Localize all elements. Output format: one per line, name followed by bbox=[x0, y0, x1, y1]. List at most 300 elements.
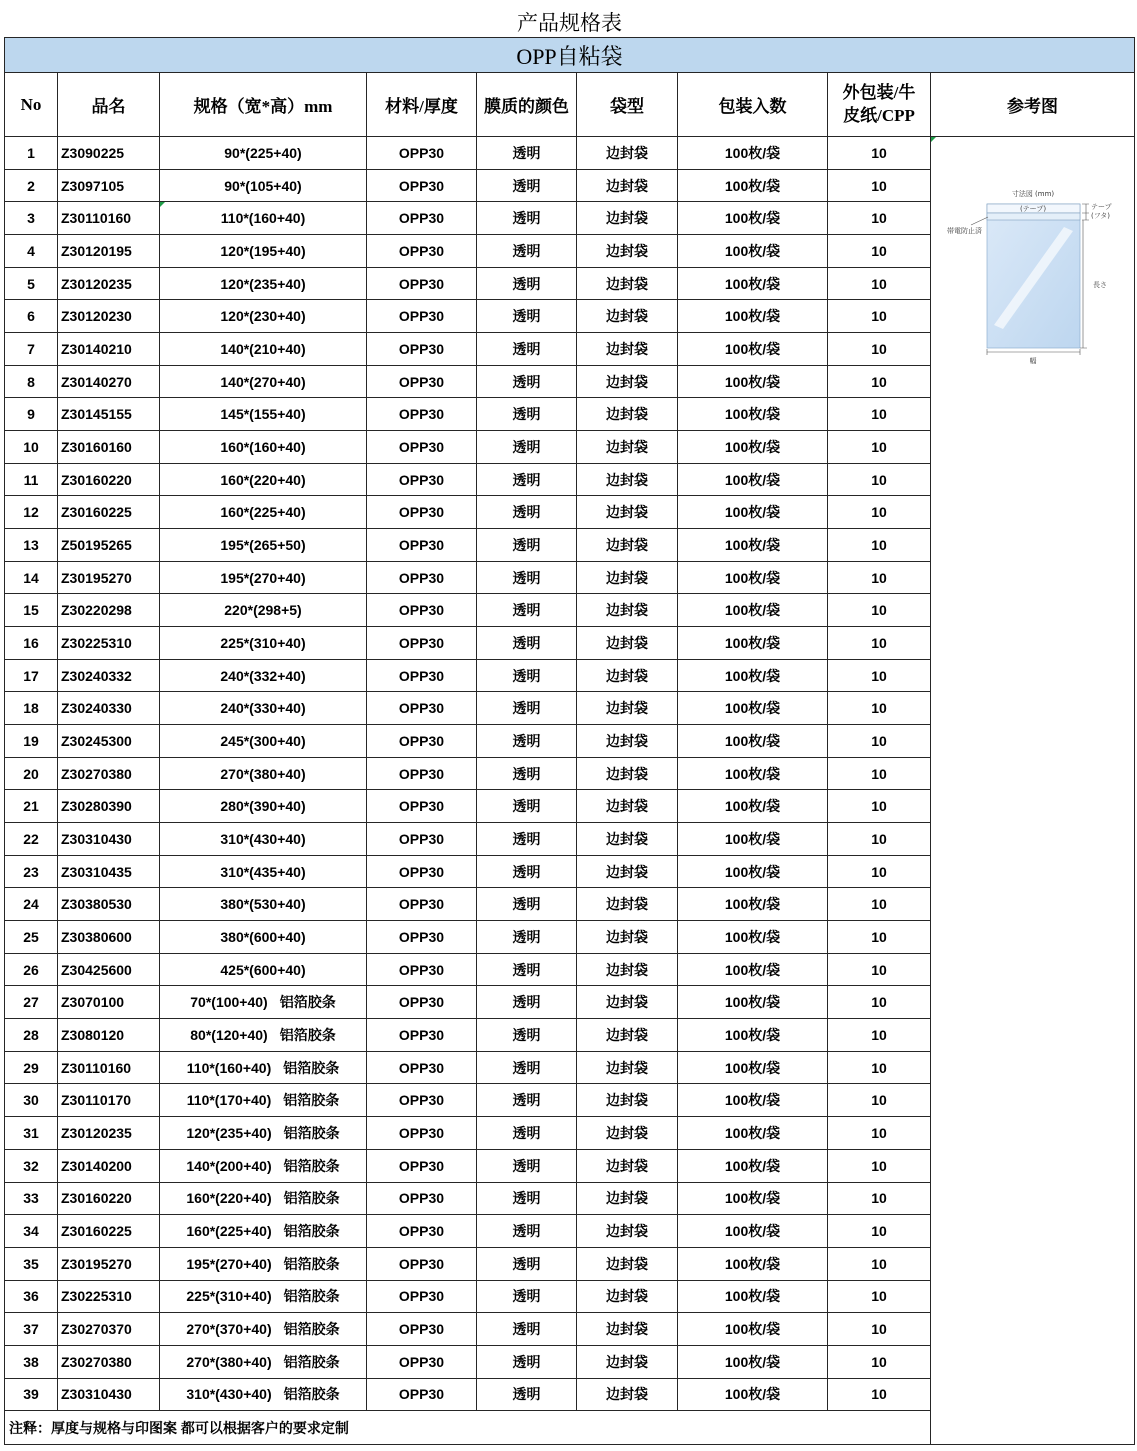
pack-quantity-cell bbox=[678, 986, 828, 1019]
bag-type: 边封袋 bbox=[606, 242, 648, 259]
film-color: 透明 bbox=[512, 732, 541, 749]
material-thickness: OPP30 bbox=[398, 765, 445, 782]
film-color: 透明 bbox=[512, 798, 541, 815]
row-number: 28 bbox=[23, 1026, 39, 1043]
size-spec-cell bbox=[160, 1346, 367, 1379]
material-thickness: OPP30 bbox=[398, 1190, 445, 1207]
film-color-cell bbox=[477, 170, 577, 203]
row-number-cell bbox=[5, 529, 58, 562]
film-color-cell bbox=[477, 1084, 577, 1117]
product-code-cell bbox=[58, 1248, 160, 1281]
product-code: Z3090225 bbox=[61, 144, 125, 161]
seal-tape-type: 铝箔胶条 bbox=[283, 1059, 340, 1076]
bag-type: 边封袋 bbox=[606, 700, 648, 717]
outer-pack-quantity: 10 bbox=[871, 177, 887, 194]
material-thickness: OPP30 bbox=[398, 863, 445, 880]
material-thickness-cell bbox=[367, 1248, 477, 1281]
header-label: 参考图 bbox=[1007, 97, 1058, 116]
row-number: 23 bbox=[23, 863, 39, 880]
product-code: Z30240330 bbox=[61, 700, 132, 717]
size-spec-cell bbox=[160, 627, 367, 660]
film-color-cell bbox=[477, 268, 577, 301]
product-code-cell bbox=[58, 790, 160, 823]
outer-pack-quantity: 10 bbox=[871, 438, 887, 455]
bag-type-cell bbox=[577, 888, 678, 921]
material-thickness: OPP30 bbox=[398, 1288, 445, 1305]
bag-type-cell bbox=[577, 1346, 678, 1379]
product-code: Z30240332 bbox=[61, 667, 132, 684]
product-code-cell bbox=[58, 1019, 160, 1052]
film-color: 透明 bbox=[512, 961, 541, 978]
size-spec: 280*(390+40) bbox=[220, 798, 306, 815]
material-thickness: OPP30 bbox=[398, 1026, 445, 1043]
material-thickness: OPP30 bbox=[398, 798, 445, 815]
size-spec-cell bbox=[160, 202, 367, 235]
row-number-cell bbox=[5, 1117, 58, 1150]
size-spec-cell bbox=[160, 856, 367, 889]
bag-type: 边封袋 bbox=[606, 798, 648, 815]
size-spec-cell bbox=[160, 1084, 367, 1117]
film-color: 透明 bbox=[512, 504, 541, 521]
product-code-cell bbox=[58, 1117, 160, 1150]
outer-pack-quantity-cell bbox=[828, 431, 931, 464]
bag-type-cell bbox=[577, 1281, 678, 1314]
size-spec-cell bbox=[160, 300, 367, 333]
film-color-cell bbox=[477, 1379, 577, 1412]
outer-pack-quantity: 10 bbox=[871, 961, 887, 978]
pack-quantity-cell bbox=[678, 660, 828, 693]
material-thickness-cell bbox=[367, 790, 477, 823]
row-number: 31 bbox=[23, 1124, 39, 1141]
header-label: 材料/厚度 bbox=[385, 97, 458, 116]
row-number: 37 bbox=[23, 1321, 39, 1338]
row-number: 20 bbox=[23, 765, 39, 782]
bag-type: 边封袋 bbox=[606, 504, 648, 521]
material-thickness-cell bbox=[367, 529, 477, 562]
material-thickness-cell bbox=[367, 856, 477, 889]
seal-tape-type: 铝箔胶条 bbox=[283, 1157, 340, 1174]
size-spec: 195*(265+50) bbox=[220, 536, 306, 553]
material-thickness-cell bbox=[367, 496, 477, 529]
pack-quantity-cell bbox=[678, 725, 828, 758]
row-number-cell bbox=[5, 790, 58, 823]
pack-quantity: 100枚/袋 bbox=[724, 765, 781, 782]
pack-quantity-cell bbox=[678, 268, 828, 301]
material-thickness-cell bbox=[367, 660, 477, 693]
outer-pack-quantity-cell bbox=[828, 1281, 931, 1314]
product-code: Z30110170 bbox=[61, 1092, 132, 1109]
film-color: 透明 bbox=[512, 438, 541, 455]
film-color-cell bbox=[477, 758, 577, 791]
outer-pack-quantity-cell bbox=[828, 986, 931, 1019]
bag-type-cell bbox=[577, 627, 678, 660]
film-color-cell bbox=[477, 1281, 577, 1314]
pack-quantity-cell bbox=[678, 366, 828, 399]
film-color: 透明 bbox=[512, 536, 541, 553]
pack-quantity: 100枚/袋 bbox=[724, 406, 781, 423]
outer-pack-quantity-cell bbox=[828, 529, 931, 562]
row-number-cell bbox=[5, 431, 58, 464]
product-code: Z3070100 bbox=[61, 994, 125, 1011]
film-color-cell bbox=[477, 627, 577, 660]
row-number: 39 bbox=[23, 1386, 39, 1403]
product-code: Z30110160 bbox=[61, 210, 132, 227]
outer-pack-quantity-cell bbox=[828, 170, 931, 203]
row-number: 30 bbox=[23, 1092, 39, 1109]
size-spec-cell bbox=[160, 888, 367, 921]
bag-type-cell bbox=[577, 431, 678, 464]
product-code: Z30310430 bbox=[61, 1386, 132, 1403]
bag-type: 边封袋 bbox=[606, 1059, 648, 1076]
header-label: 袋型 bbox=[610, 97, 644, 116]
film-color: 透明 bbox=[512, 1386, 541, 1403]
outer-pack-quantity: 10 bbox=[871, 1386, 887, 1403]
row-number: 12 bbox=[23, 504, 39, 521]
material-thickness: OPP30 bbox=[398, 830, 445, 847]
row-number: 4 bbox=[27, 242, 35, 259]
pack-quantity-cell bbox=[678, 1215, 828, 1248]
bag-type: 边封袋 bbox=[606, 928, 648, 945]
material-thickness-cell bbox=[367, 1281, 477, 1314]
size-spec: 160*(225+40) bbox=[186, 1223, 272, 1239]
material-thickness-cell bbox=[367, 366, 477, 399]
film-color-cell bbox=[477, 594, 577, 627]
outer-pack-quantity: 10 bbox=[871, 536, 887, 553]
outer-pack-quantity: 10 bbox=[871, 765, 887, 782]
bag-type-cell bbox=[577, 1052, 678, 1085]
film-color: 透明 bbox=[512, 700, 541, 717]
film-color-cell bbox=[477, 921, 577, 954]
material-thickness: OPP30 bbox=[398, 1223, 445, 1239]
length-dimension-line bbox=[1080, 220, 1087, 348]
bag-type-cell bbox=[577, 137, 678, 170]
film-color-cell bbox=[477, 529, 577, 562]
material-thickness: OPP30 bbox=[398, 406, 445, 423]
material-thickness: OPP30 bbox=[398, 1124, 445, 1141]
header-label: 规格（宽*高）mm bbox=[193, 97, 333, 116]
bag-type: 边封袋 bbox=[606, 994, 648, 1011]
seal-tape-type: 铝箔胶条 bbox=[283, 1353, 340, 1370]
pack-quantity: 100枚/袋 bbox=[724, 177, 781, 194]
product-code-cell bbox=[58, 1346, 160, 1379]
film-color-cell bbox=[477, 235, 577, 268]
pack-quantity: 100枚/袋 bbox=[724, 1321, 781, 1338]
row-number-cell bbox=[5, 660, 58, 693]
product-code-cell bbox=[58, 1215, 160, 1248]
bag-type: 边封袋 bbox=[606, 961, 648, 978]
pack-quantity-cell bbox=[678, 921, 828, 954]
size-spec-cell bbox=[160, 529, 367, 562]
film-color-cell bbox=[477, 496, 577, 529]
cell-indicator-icon bbox=[931, 137, 936, 142]
row-number-cell bbox=[5, 692, 58, 725]
material-thickness-cell bbox=[367, 1052, 477, 1085]
pack-quantity-cell bbox=[678, 1346, 828, 1379]
outer-pack-quantity-cell bbox=[828, 496, 931, 529]
row-number-cell bbox=[5, 1379, 58, 1412]
outer-pack-quantity: 10 bbox=[871, 373, 887, 390]
size-spec: 380*(530+40) bbox=[220, 896, 306, 913]
product-code-cell bbox=[58, 529, 160, 562]
size-spec: 160*(225+40) bbox=[220, 504, 306, 521]
material-thickness: OPP30 bbox=[398, 994, 445, 1011]
size-spec: 310*(435+40) bbox=[220, 863, 306, 880]
width-dimension-line bbox=[987, 349, 1080, 355]
size-spec-cell bbox=[160, 954, 367, 987]
row-number: 10 bbox=[23, 438, 39, 455]
pack-quantity: 100枚/袋 bbox=[724, 863, 781, 880]
row-number: 1 bbox=[27, 144, 35, 161]
film-color: 透明 bbox=[512, 1124, 541, 1141]
product-code-cell bbox=[58, 1150, 160, 1183]
pack-quantity-cell bbox=[678, 170, 828, 203]
bag-type: 边封袋 bbox=[606, 1157, 648, 1174]
row-number-cell bbox=[5, 954, 58, 987]
size-spec-cell bbox=[160, 986, 367, 1019]
material-thickness-cell bbox=[367, 1117, 477, 1150]
film-color: 透明 bbox=[512, 1255, 541, 1272]
outer-pack-quantity-cell bbox=[828, 366, 931, 399]
size-spec: 160*(220+40) bbox=[186, 1190, 272, 1207]
outer-pack-quantity: 10 bbox=[871, 634, 887, 651]
material-thickness: OPP30 bbox=[398, 340, 445, 357]
outer-pack-quantity-cell bbox=[828, 1183, 931, 1216]
pack-quantity: 100枚/袋 bbox=[724, 1288, 781, 1305]
bag-type-cell bbox=[577, 1183, 678, 1216]
film-color-cell bbox=[477, 398, 577, 431]
material-thickness-cell bbox=[367, 594, 477, 627]
size-spec: 160*(220+40) bbox=[220, 471, 306, 488]
row-number-cell bbox=[5, 366, 58, 399]
size-spec-cell bbox=[160, 594, 367, 627]
size-spec-cell bbox=[160, 758, 367, 791]
column-header-name bbox=[58, 73, 160, 137]
bag-type-cell bbox=[577, 496, 678, 529]
outer-pack-quantity-cell bbox=[828, 398, 931, 431]
material-thickness-cell bbox=[367, 464, 477, 497]
product-code-cell bbox=[58, 823, 160, 856]
outer-pack-quantity-cell bbox=[828, 1150, 931, 1183]
material-thickness: OPP30 bbox=[398, 373, 445, 390]
product-code: Z30120195 bbox=[61, 242, 132, 259]
size-spec-cell bbox=[160, 790, 367, 823]
row-number: 13 bbox=[23, 536, 39, 553]
product-code-cell bbox=[58, 333, 160, 366]
pack-quantity: 100枚/袋 bbox=[724, 1255, 781, 1272]
pack-quantity-cell bbox=[678, 1150, 828, 1183]
product-code-cell bbox=[58, 856, 160, 889]
outer-pack-quantity: 10 bbox=[871, 471, 887, 488]
pack-quantity-cell bbox=[678, 1248, 828, 1281]
pack-quantity-cell bbox=[678, 398, 828, 431]
bag-type-cell bbox=[577, 562, 678, 595]
pack-quantity: 100枚/袋 bbox=[724, 210, 781, 227]
footnote-row bbox=[5, 1411, 931, 1445]
size-spec: 140*(270+40) bbox=[220, 373, 306, 390]
film-color-cell bbox=[477, 1019, 577, 1052]
outer-pack-quantity: 10 bbox=[871, 1288, 887, 1305]
seal-tape-type: 铝箔胶条 bbox=[283, 1092, 340, 1109]
size-spec-cell bbox=[160, 235, 367, 268]
size-spec: 240*(332+40) bbox=[220, 667, 306, 684]
product-code: Z30310430 bbox=[61, 830, 132, 847]
row-number-cell bbox=[5, 725, 58, 758]
size-spec-cell bbox=[160, 464, 367, 497]
size-spec: 310*(430+40) bbox=[186, 1386, 272, 1403]
column-header-reference bbox=[931, 73, 1135, 137]
bag-type-cell bbox=[577, 333, 678, 366]
size-spec: 90*(105+40) bbox=[224, 177, 302, 194]
column-header-material bbox=[367, 73, 477, 137]
bag-type-cell bbox=[577, 464, 678, 497]
pack-quantity: 100枚/袋 bbox=[724, 667, 781, 684]
material-thickness-cell bbox=[367, 823, 477, 856]
tape-label: テープ bbox=[1091, 203, 1112, 211]
row-number: 11 bbox=[23, 471, 39, 488]
outer-pack-quantity: 10 bbox=[871, 1255, 887, 1272]
bag-type: 边封袋 bbox=[606, 340, 648, 357]
size-spec: 270*(380+40) bbox=[220, 765, 306, 782]
column-header-no bbox=[5, 73, 58, 137]
row-number: 32 bbox=[23, 1157, 39, 1174]
pack-quantity-cell bbox=[678, 1019, 828, 1052]
reference-image-cell bbox=[931, 137, 1135, 1445]
bag-type: 边封袋 bbox=[606, 210, 648, 227]
outer-pack-quantity-cell bbox=[828, 1248, 931, 1281]
product-code-cell bbox=[58, 496, 160, 529]
film-color: 透明 bbox=[512, 340, 541, 357]
row-number-cell bbox=[5, 856, 58, 889]
row-number-cell bbox=[5, 1183, 58, 1216]
material-thickness-cell bbox=[367, 1019, 477, 1052]
material-thickness: OPP30 bbox=[398, 1255, 445, 1272]
pack-quantity: 100枚/袋 bbox=[724, 144, 781, 161]
page-title: 产品规格表 bbox=[517, 11, 622, 35]
bag-type: 边封袋 bbox=[606, 1092, 648, 1109]
row-number: 15 bbox=[23, 602, 39, 619]
product-code-cell bbox=[58, 660, 160, 693]
outer-pack-quantity-cell bbox=[828, 562, 931, 595]
film-color: 透明 bbox=[512, 1321, 541, 1338]
tape-band-label: (テープ) bbox=[1019, 205, 1047, 213]
size-spec-cell bbox=[160, 398, 367, 431]
size-spec-cell bbox=[160, 268, 367, 301]
size-spec: 245*(300+40) bbox=[220, 732, 306, 749]
size-spec-cell bbox=[160, 170, 367, 203]
product-code-cell bbox=[58, 398, 160, 431]
pack-quantity-cell bbox=[678, 888, 828, 921]
product-code-cell bbox=[58, 464, 160, 497]
material-thickness: OPP30 bbox=[398, 634, 445, 651]
row-number-cell bbox=[5, 627, 58, 660]
flap-label: (フタ) bbox=[1091, 212, 1110, 220]
size-spec: 160*(160+40) bbox=[220, 438, 306, 455]
product-code-cell bbox=[58, 268, 160, 301]
film-color-cell bbox=[477, 986, 577, 1019]
product-code-cell bbox=[58, 300, 160, 333]
material-thickness-cell bbox=[367, 692, 477, 725]
outer-pack-quantity-cell bbox=[828, 235, 931, 268]
size-spec: 80*(120+40) bbox=[190, 1026, 268, 1043]
outer-pack-quantity: 10 bbox=[871, 275, 887, 292]
material-thickness: OPP30 bbox=[398, 569, 445, 586]
outer-pack-quantity: 10 bbox=[871, 700, 887, 717]
size-spec: 120*(195+40) bbox=[220, 242, 306, 259]
outer-pack-quantity-cell bbox=[828, 790, 931, 823]
film-color: 透明 bbox=[512, 928, 541, 945]
material-thickness: OPP30 bbox=[398, 896, 445, 913]
bag-type-cell bbox=[577, 594, 678, 627]
film-color: 透明 bbox=[512, 308, 541, 325]
size-spec: 425*(600+40) bbox=[220, 961, 306, 978]
table-banner bbox=[5, 38, 1135, 73]
material-thickness: OPP30 bbox=[398, 308, 445, 325]
size-spec: 70*(100+40) bbox=[190, 994, 268, 1011]
pack-quantity-cell bbox=[678, 692, 828, 725]
pack-quantity: 100枚/袋 bbox=[724, 798, 781, 815]
size-spec-cell bbox=[160, 366, 367, 399]
pack-quantity: 100枚/袋 bbox=[724, 1386, 781, 1403]
film-color: 透明 bbox=[512, 569, 541, 586]
product-code: Z50195265 bbox=[61, 536, 132, 553]
outer-pack-quantity-cell bbox=[828, 137, 931, 170]
product-code-cell bbox=[58, 758, 160, 791]
film-color: 透明 bbox=[512, 994, 541, 1011]
outer-pack-quantity-cell bbox=[828, 464, 931, 497]
bag-type: 边封袋 bbox=[606, 602, 648, 619]
film-color-cell bbox=[477, 1313, 577, 1346]
material-thickness: OPP30 bbox=[398, 1386, 445, 1403]
outer-pack-quantity: 10 bbox=[871, 830, 887, 847]
product-code-cell bbox=[58, 1052, 160, 1085]
row-number: 22 bbox=[23, 830, 39, 847]
material-thickness: OPP30 bbox=[398, 928, 445, 945]
outer-pack-quantity-cell bbox=[828, 856, 931, 889]
material-thickness-cell bbox=[367, 562, 477, 595]
material-thickness-cell bbox=[367, 300, 477, 333]
film-color: 透明 bbox=[512, 634, 541, 651]
material-thickness-cell bbox=[367, 1084, 477, 1117]
bag-type-cell bbox=[577, 856, 678, 889]
outer-pack-quantity: 10 bbox=[871, 569, 887, 586]
row-number: 5 bbox=[27, 275, 35, 292]
seal-tape-type: 铝箔胶条 bbox=[283, 1124, 340, 1141]
material-thickness: OPP30 bbox=[398, 1321, 445, 1338]
pack-quantity: 100枚/袋 bbox=[724, 1223, 781, 1239]
row-number: 33 bbox=[23, 1190, 39, 1207]
bag-type-cell bbox=[577, 235, 678, 268]
outer-pack-quantity-cell bbox=[828, 1052, 931, 1085]
row-number-cell bbox=[5, 921, 58, 954]
film-color-cell bbox=[477, 1052, 577, 1085]
row-number: 25 bbox=[23, 928, 39, 945]
pack-quantity-cell bbox=[678, 1183, 828, 1216]
bag-type-cell bbox=[577, 202, 678, 235]
row-number: 14 bbox=[23, 569, 39, 586]
seal-tape-type: 铝箔胶条 bbox=[283, 1255, 340, 1272]
outer-pack-quantity-cell bbox=[828, 758, 931, 791]
row-number: 34 bbox=[23, 1223, 39, 1239]
pack-quantity: 100枚/袋 bbox=[724, 340, 781, 357]
product-code: Z30140270 bbox=[61, 373, 132, 390]
product-code: Z30225310 bbox=[61, 1288, 132, 1305]
size-spec: 380*(600+40) bbox=[220, 928, 306, 945]
outer-pack-quantity: 10 bbox=[871, 1026, 887, 1043]
bag-type-cell bbox=[577, 1019, 678, 1052]
material-thickness-cell bbox=[367, 921, 477, 954]
size-spec: 140*(210+40) bbox=[220, 340, 306, 357]
size-spec-cell bbox=[160, 496, 367, 529]
